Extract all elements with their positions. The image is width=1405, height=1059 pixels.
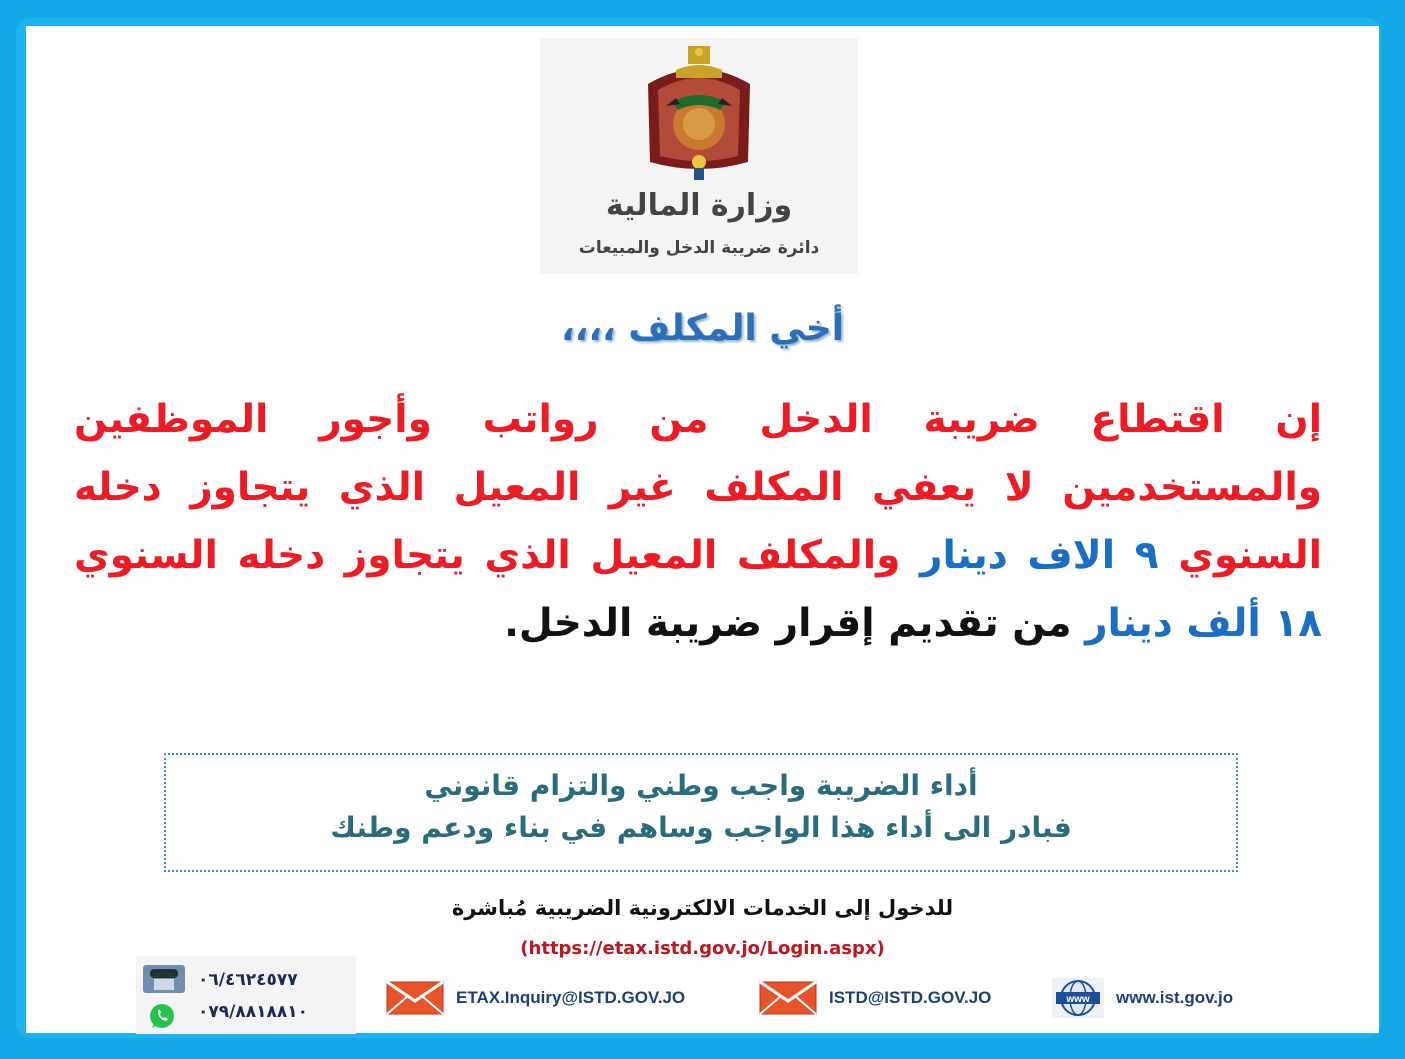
globe-icon — [1052, 978, 1104, 1018]
ministry-name: وزارة المالية — [605, 188, 793, 223]
civic-notice-box — [164, 753, 1238, 872]
message-part-3: والمكلف المعيل الذي يتجاوز دخله السنوي — [74, 533, 901, 578]
ministry-logo — [540, 38, 858, 274]
main-email-contact[interactable] — [759, 978, 991, 1018]
eservices-link[interactable]: (https://etax.istd.gov.jo/Login.aspx) — [520, 938, 885, 959]
message-part-5: من تقديم إقرار ضريبة الدخل. — [504, 601, 1072, 646]
message-part-1: إن اقتطاع ضريبة الدخل من رواتب وأجور الموظفين والمستخدمين لا يعفي المكلف غير المعيل الذي يتجاوز دخله السنوي — [74, 397, 1323, 578]
telephone-icon — [142, 964, 186, 994]
inquiry-email[interactable]: ETAX.Inquiry@ISTD.GOV.JO — [456, 988, 686, 1007]
phone-numbers — [198, 964, 308, 1028]
website-contact[interactable] — [1052, 978, 1233, 1018]
svg-text:www: www — [1066, 994, 1090, 1005]
eservices-access-text: للدخول إلى الخدمات الالكترونية الضريبية مُباشرة — [451, 896, 954, 920]
inquiry-email-contact[interactable] — [386, 978, 685, 1018]
notice-line-2: فبادر الى أداء هذا الواجب وساهم في بناء ودعم وطنك — [330, 811, 1072, 844]
phone-contacts — [136, 956, 356, 1034]
mobile-number[interactable]: ٠٧٩/٨٨١٨٨١٠ — [198, 1002, 308, 1022]
income-threshold-single: ٩ الاف دينار — [920, 533, 1159, 578]
notice-card — [26, 26, 1379, 1033]
landline-number[interactable]: ٠٦/٤٦٢٤٥٧٧ — [198, 970, 298, 990]
email-icon — [386, 981, 444, 1015]
main-message — [74, 386, 1322, 658]
income-threshold-family: ١٨ ألف دينار — [1085, 601, 1322, 646]
department-name: دائرة ضريبة الدخل والمبيعات — [578, 238, 820, 258]
website-url[interactable]: www.ist.gov.jo — [1116, 988, 1234, 1007]
email-icon — [759, 981, 817, 1015]
whatsapp-icon — [148, 1002, 176, 1030]
notice-line-1: أداء الضريبة واجب وطني والتزام قانوني — [424, 769, 978, 802]
crest-icon — [636, 44, 762, 184]
greeting-title: أخي المكلف ،،،، — [561, 308, 844, 349]
main-email[interactable]: ISTD@ISTD.GOV.JO — [829, 988, 992, 1007]
